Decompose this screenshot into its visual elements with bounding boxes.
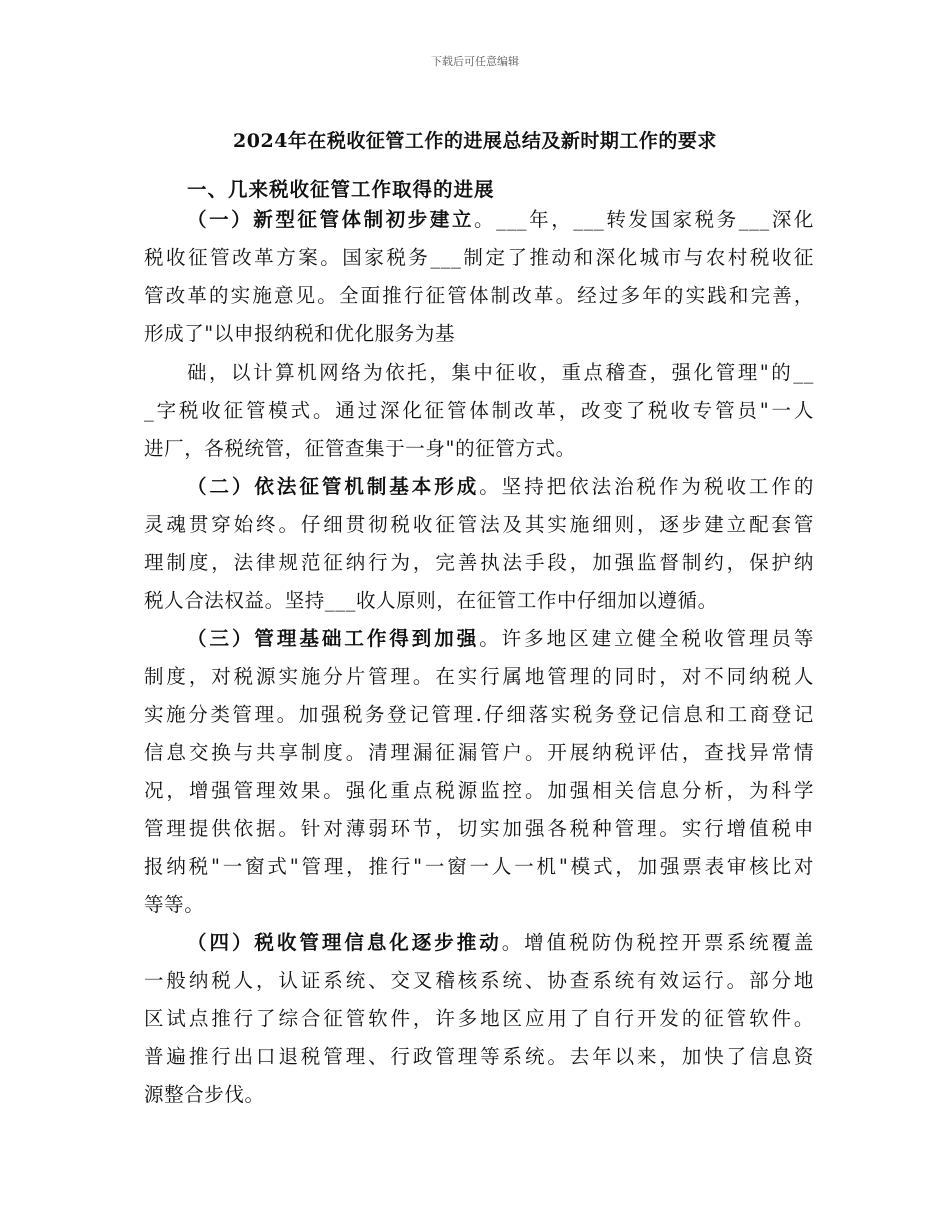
paragraph-line: 形成了"以申报纳税和优化服务为基 <box>144 322 456 345</box>
paragraph-line <box>187 627 814 651</box>
paragraph-line: 普遍推行出口退税管理、行政管理等系统。去年以来，加快了信息资 <box>144 1045 814 1068</box>
paragraph-text: 。坚持把依法治税作为税收工作的 <box>479 475 814 498</box>
paragraph-line: 税收征管改革方案。国家税务___制定了推动和深化城市与农村税收征 <box>144 246 814 269</box>
paragraph-line: 理制度，法律规范征纳行为，完善执法手段，加强监督制约，保护纳 <box>144 551 814 574</box>
paragraph-line: 报纳税"一窗式"管理，推行"一窗一人一机"模式，加强票表审核比对 <box>144 855 814 878</box>
paragraph-text: 。___年，___转发国家税务___深化 <box>474 208 814 231</box>
paragraph-line: 实施分类管理。加强税务登记管理.仔细落实税务登记信息和工商登记 <box>144 703 814 726</box>
paragraph-line: 一般纳税人，认证系统、交叉稽核系统、协查系统有效运行。部分地 <box>144 969 814 992</box>
paragraph-lead: （三）管理基础工作得到加强 <box>187 627 480 650</box>
section-heading: 一、几来税收征管工作取得的进展 <box>187 178 495 201</box>
paragraph-line: 灵魂贯穿始终。仔细贯彻税收征管法及其实施细则，逐步建立配套管 <box>144 513 814 536</box>
paragraph-lead: （一）新型征管体制初步建立 <box>187 208 475 231</box>
paragraph-line: 管改革的实施意见。全面推行征管体制改革。经过多年的实践和完善， <box>144 284 814 307</box>
paragraph-line: 信息交换与共享制度。清理漏征漏管户。开展纳税评估，查找异常情 <box>144 741 814 764</box>
paragraph-line: 进厂，各税统管，征管查集于一身"的征管方式。 <box>144 437 576 460</box>
paragraph-line: 础，以计算机网络为依托，集中征收，重点稽查，强化管理"的__ <box>187 361 814 384</box>
paragraph-text: 。许多地区建立健全税收管理员等 <box>479 627 814 650</box>
paragraph-lead: （二）依法征管机制基本形成 <box>187 475 480 498</box>
paragraph-lead: （四）税收管理信息化逐步推动 <box>187 931 502 954</box>
paragraph-line: 况，增强管理效果。强化重点税源监控。加强相关信息分析，为科学 <box>144 779 814 802</box>
paragraph-line: 等等。 <box>144 893 205 916</box>
paragraph-line: _字税收征管模式。通过深化征管体制改革，改变了税收专管员"一人 <box>144 399 814 422</box>
paragraph-line: 税人合法权益。坚持___收人原则，在征管工作中仔细加以遵循。 <box>144 589 718 612</box>
paragraph-line <box>187 208 814 232</box>
paragraph-line: 区试点推行了综合征管软件，许多地区应用了自行开发的征管软件。 <box>144 1007 814 1030</box>
paragraph-line: 制度，对税源实施分片管理。在实行属地管理的同时，对不同纳税人 <box>144 665 814 688</box>
paragraph-line <box>187 931 814 955</box>
paragraph-line <box>187 475 814 499</box>
paragraph-line: 源整合步伐。 <box>144 1083 265 1106</box>
document-title: 2024年在税收征管工作的进展总结及新时期工作的要求 <box>233 130 717 152</box>
page-header-note: 下载后可任意编辑 <box>431 55 519 68</box>
paragraph-text: 。增值税防伪税控开票系统覆盖 <box>501 931 814 954</box>
paragraph-line: 管理提供依据。针对薄弱环节，切实加强各税种管理。实行增值税申 <box>144 817 814 840</box>
